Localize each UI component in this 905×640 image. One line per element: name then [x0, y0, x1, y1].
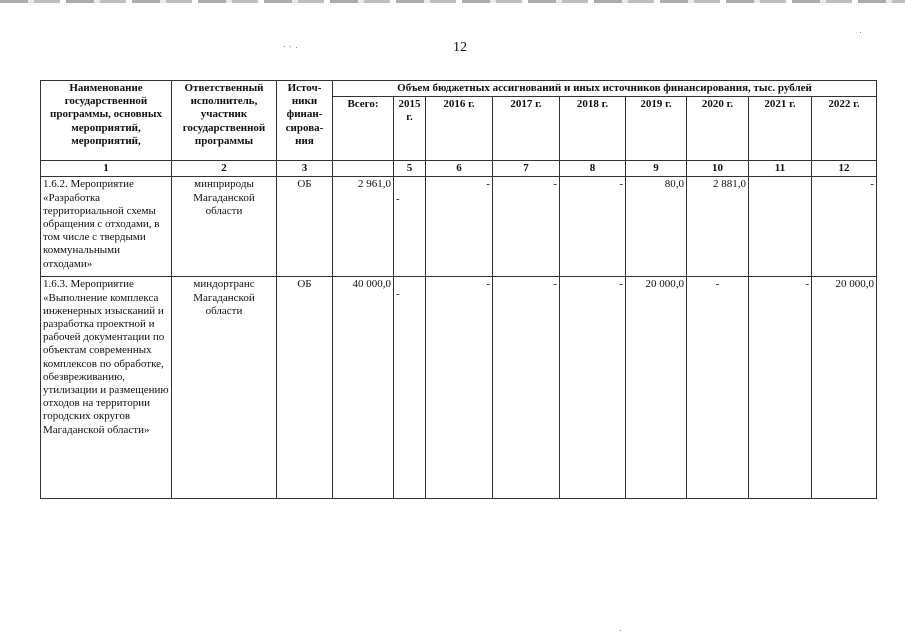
- row-total: 2 961,0: [333, 177, 394, 277]
- row-year-2018: -: [560, 277, 626, 499]
- table-row: [41, 277, 877, 499]
- scan-speck: [290, 46, 291, 47]
- column-number: 11: [749, 161, 812, 177]
- row-year-2017: -: [493, 177, 560, 277]
- header-year-2022: 2022 г.: [812, 97, 877, 161]
- column-number: 5: [394, 161, 426, 177]
- header-year-2019: 2019 г.: [626, 97, 687, 161]
- scan-speck: [620, 630, 621, 631]
- header-year-2015: 2015 г.: [394, 97, 426, 161]
- column-number: [333, 161, 394, 177]
- header-row-top: [41, 81, 877, 97]
- row-name: 1.6.3. Мероприятие «Выполнение комплекса инженерных изысканий и разработка проектной и рабочей документации по объектам современных комплексов по обработке, обезвреживанию, утилизации и размещению отходов на территории городских округов Магаданской области»: [41, 277, 172, 499]
- header-year-2018: 2018 г.: [560, 97, 626, 161]
- row-year-2016: -: [426, 277, 493, 499]
- row-year-2015-cell: [394, 277, 426, 499]
- row-year-2022: -: [812, 177, 877, 277]
- scan-speck: [860, 32, 861, 33]
- row-year-2015: -: [396, 288, 400, 301]
- column-number: 10: [687, 161, 749, 177]
- row-source: ОБ: [277, 277, 333, 499]
- scan-edge: [0, 0, 905, 3]
- scan-speck: [296, 47, 297, 48]
- row-year-2019: 20 000,0: [626, 277, 687, 499]
- column-number: 2: [172, 161, 277, 177]
- row-total: 40 000,0: [333, 277, 394, 499]
- header-year-2020: 2020 г.: [687, 97, 749, 161]
- header-volume-group: Объем бюджетных ассигнований и иных источников финансирования, тыс. рублей: [333, 81, 877, 97]
- column-number: 7: [493, 161, 560, 177]
- header-executor: Ответственный исполнитель, участник государственной программы: [172, 81, 277, 161]
- column-number: 8: [560, 161, 626, 177]
- row-year-2018: -: [560, 177, 626, 277]
- row-year-2015: -: [396, 193, 400, 206]
- row-year-2021: -: [749, 277, 812, 499]
- row-year-2020: -: [687, 277, 749, 499]
- header-source: Источ-ники финан-сирова-ния: [277, 81, 333, 161]
- scan-speck: [284, 46, 285, 47]
- row-year-2022: 20 000,0: [812, 277, 877, 499]
- row-executor: минприроды Магаданской области: [172, 177, 277, 277]
- row-year-2019: 80,0: [626, 177, 687, 277]
- table-row: [41, 177, 877, 277]
- column-number: 1: [41, 161, 172, 177]
- column-number: 3: [277, 161, 333, 177]
- page-number: 12: [453, 40, 467, 55]
- row-year-2016: -: [426, 177, 493, 277]
- row-source: ОБ: [277, 177, 333, 277]
- column-number: 6: [426, 161, 493, 177]
- column-number-row: [41, 161, 877, 177]
- row-executor: миндортранс Магаданской области: [172, 277, 277, 499]
- header-name: Наименование государственной программы, основных мероприятий, мероприятий,: [41, 81, 172, 161]
- budget-table: [40, 80, 877, 499]
- column-number: 9: [626, 161, 687, 177]
- header-year-2016: 2016 г.: [426, 97, 493, 161]
- row-year-2020: 2 881,0: [687, 177, 749, 277]
- row-name: 1.6.2. Мероприятие «Разработка территориальной схемы обращения с отходами, в том числе с твердыми коммунальными отходами»: [41, 177, 172, 277]
- row-year-2015-cell: [394, 177, 426, 277]
- header-year-2021: 2021 г.: [749, 97, 812, 161]
- header-year-2017: 2017 г.: [493, 97, 560, 161]
- header-total: Всего:: [333, 97, 394, 161]
- row-year-2021: [749, 177, 812, 277]
- column-number: 12: [812, 161, 877, 177]
- row-year-2017: -: [493, 277, 560, 499]
